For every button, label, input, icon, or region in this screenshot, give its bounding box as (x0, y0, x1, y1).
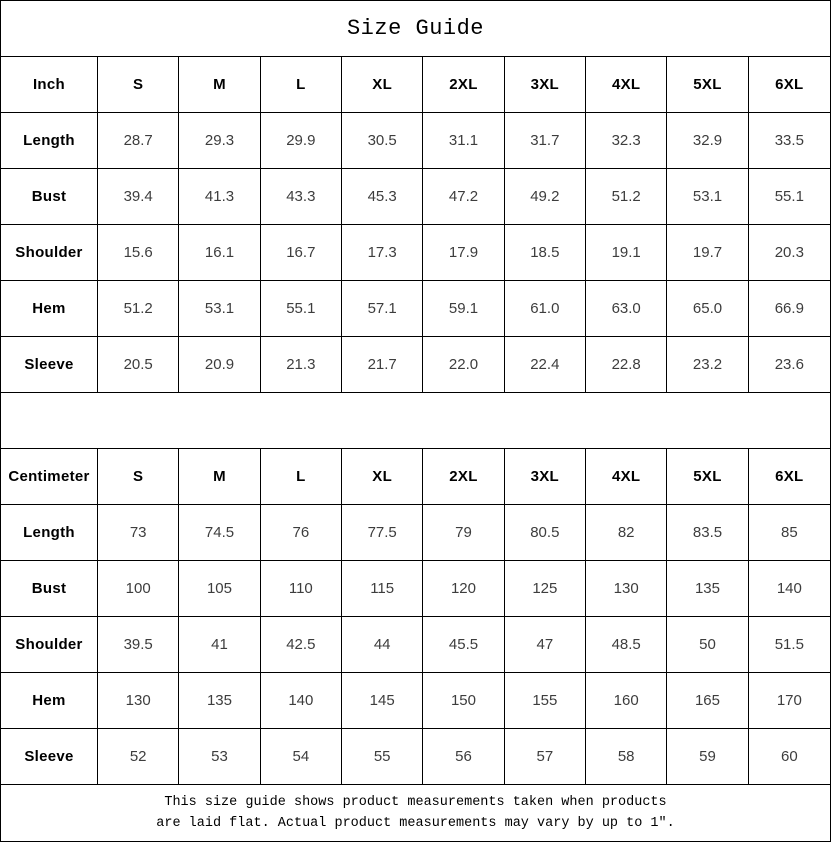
value-cell: 55.1 (261, 281, 342, 337)
value-cell: 73 (98, 505, 179, 561)
value-cell: 21.3 (261, 337, 342, 393)
value-cell: 66.9 (749, 281, 830, 337)
inch-size-table (1, 57, 830, 393)
value-cell: 20.9 (179, 337, 260, 393)
size-header-cell: 4XL (586, 449, 667, 505)
value-cell: 120 (423, 561, 504, 617)
value-cell: 31.7 (505, 113, 586, 169)
size-header-cell: L (261, 57, 342, 113)
value-cell: 22.8 (586, 337, 667, 393)
value-cell: 160 (586, 673, 667, 729)
value-cell: 20.5 (98, 337, 179, 393)
value-cell: 23.2 (667, 337, 748, 393)
value-cell: 20.3 (749, 225, 830, 281)
value-cell: 47.2 (423, 169, 504, 225)
value-cell: 60 (749, 729, 830, 785)
value-cell: 170 (749, 673, 830, 729)
value-cell: 54 (261, 729, 342, 785)
value-cell: 48.5 (586, 617, 667, 673)
value-cell: 32.9 (667, 113, 748, 169)
size-header-cell: S (98, 449, 179, 505)
size-header-cell: 2XL (423, 57, 504, 113)
size-header-cell: 6XL (749, 57, 830, 113)
value-cell: 17.3 (342, 225, 423, 281)
value-cell: 16.7 (261, 225, 342, 281)
value-cell: 45.5 (423, 617, 504, 673)
value-cell: 135 (179, 673, 260, 729)
row-label-cell: Sleeve (1, 729, 98, 785)
value-cell: 53.1 (667, 169, 748, 225)
value-cell: 31.1 (423, 113, 504, 169)
footer-note-line-2: are laid flat. Actual product measurements may vary by up to 1″. (156, 815, 675, 831)
value-cell: 110 (261, 561, 342, 617)
value-cell: 51.2 (98, 281, 179, 337)
row-label-cell: Hem (1, 673, 98, 729)
value-cell: 58 (586, 729, 667, 785)
value-cell: 57 (505, 729, 586, 785)
value-cell: 43.3 (261, 169, 342, 225)
row-label-cell: Hem (1, 281, 98, 337)
unit-header-cell: Centimeter (1, 449, 98, 505)
value-cell: 155 (505, 673, 586, 729)
value-cell: 100 (98, 561, 179, 617)
title-bar (1, 1, 830, 57)
page-title: Size Guide (346, 16, 485, 41)
value-cell: 130 (586, 561, 667, 617)
value-cell: 19.1 (586, 225, 667, 281)
value-cell: 135 (667, 561, 748, 617)
value-cell: 57.1 (342, 281, 423, 337)
centimeter-size-table (1, 449, 830, 785)
size-header-cell: M (179, 449, 260, 505)
value-cell: 21.7 (342, 337, 423, 393)
size-header-cell: L (261, 449, 342, 505)
value-cell: 39.5 (98, 617, 179, 673)
value-cell: 51.2 (586, 169, 667, 225)
value-cell: 29.9 (261, 113, 342, 169)
value-cell: 42.5 (261, 617, 342, 673)
value-cell: 28.7 (98, 113, 179, 169)
value-cell: 53 (179, 729, 260, 785)
value-cell: 65.0 (667, 281, 748, 337)
value-cell: 23.6 (749, 337, 830, 393)
value-cell: 41 (179, 617, 260, 673)
value-cell: 29.3 (179, 113, 260, 169)
row-label-cell: Length (1, 505, 98, 561)
unit-header-cell: Inch (1, 57, 98, 113)
row-label-cell: Bust (1, 561, 98, 617)
value-cell: 55.1 (749, 169, 830, 225)
value-cell: 105 (179, 561, 260, 617)
size-header-cell: S (98, 57, 179, 113)
size-header-cell: 5XL (667, 449, 748, 505)
value-cell: 83.5 (667, 505, 748, 561)
size-header-cell: 2XL (423, 449, 504, 505)
value-cell: 18.5 (505, 225, 586, 281)
size-header-cell: 3XL (505, 57, 586, 113)
value-cell: 30.5 (342, 113, 423, 169)
value-cell: 79 (423, 505, 504, 561)
value-cell: 15.6 (98, 225, 179, 281)
size-header-cell: 4XL (586, 57, 667, 113)
value-cell: 76 (261, 505, 342, 561)
value-cell: 61.0 (505, 281, 586, 337)
value-cell: 125 (505, 561, 586, 617)
value-cell: 63.0 (586, 281, 667, 337)
footer-note-line-1: This size guide shows product measurements taken when products (164, 794, 667, 810)
size-header-cell: 3XL (505, 449, 586, 505)
value-cell: 80.5 (505, 505, 586, 561)
value-cell: 74.5 (179, 505, 260, 561)
value-cell: 44 (342, 617, 423, 673)
row-label-cell: Shoulder (1, 617, 98, 673)
value-cell: 45.3 (342, 169, 423, 225)
row-label-cell: Bust (1, 169, 98, 225)
size-header-cell: XL (342, 57, 423, 113)
row-label-cell: Sleeve (1, 337, 98, 393)
value-cell: 140 (261, 673, 342, 729)
value-cell: 22.4 (505, 337, 586, 393)
value-cell: 59 (667, 729, 748, 785)
value-cell: 145 (342, 673, 423, 729)
value-cell: 17.9 (423, 225, 504, 281)
footer-note (1, 785, 830, 841)
row-label-cell: Shoulder (1, 225, 98, 281)
size-header-cell: 6XL (749, 449, 830, 505)
value-cell: 50 (667, 617, 748, 673)
value-cell: 41.3 (179, 169, 260, 225)
value-cell: 32.3 (586, 113, 667, 169)
value-cell: 150 (423, 673, 504, 729)
value-cell: 59.1 (423, 281, 504, 337)
value-cell: 55 (342, 729, 423, 785)
value-cell: 22.0 (423, 337, 504, 393)
value-cell: 47 (505, 617, 586, 673)
value-cell: 140 (749, 561, 830, 617)
value-cell: 19.7 (667, 225, 748, 281)
value-cell: 85 (749, 505, 830, 561)
value-cell: 33.5 (749, 113, 830, 169)
value-cell: 49.2 (505, 169, 586, 225)
value-cell: 115 (342, 561, 423, 617)
value-cell: 16.1 (179, 225, 260, 281)
value-cell: 56 (423, 729, 504, 785)
table-gap-spacer (1, 393, 830, 449)
value-cell: 130 (98, 673, 179, 729)
row-label-cell: Length (1, 113, 98, 169)
size-header-cell: M (179, 57, 260, 113)
size-header-cell: XL (342, 449, 423, 505)
size-header-cell: 5XL (667, 57, 748, 113)
value-cell: 53.1 (179, 281, 260, 337)
value-cell: 165 (667, 673, 748, 729)
value-cell: 82 (586, 505, 667, 561)
value-cell: 52 (98, 729, 179, 785)
value-cell: 39.4 (98, 169, 179, 225)
value-cell: 77.5 (342, 505, 423, 561)
value-cell: 51.5 (749, 617, 830, 673)
